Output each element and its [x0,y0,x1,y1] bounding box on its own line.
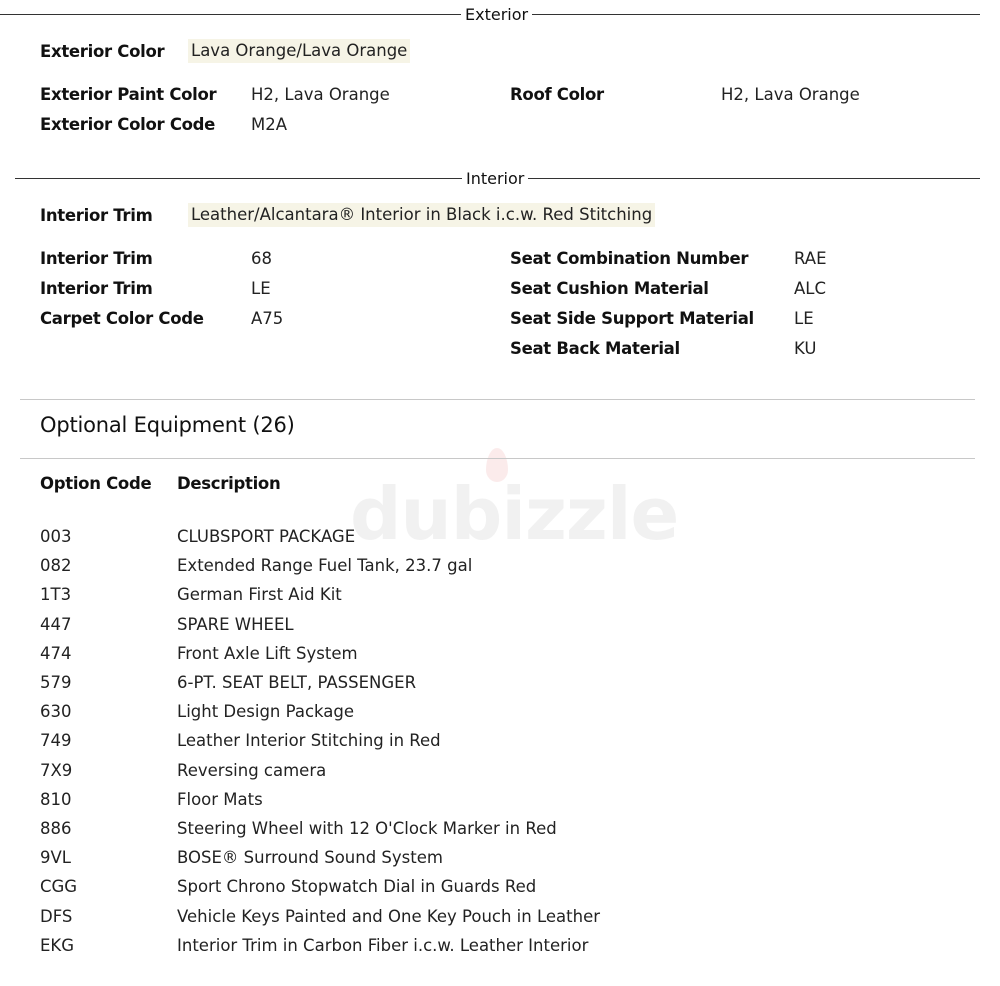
exterior-paint-color-value: H2, Lava Orange [251,85,390,104]
exterior-color-label: Exterior Color [40,42,165,61]
carpet-color-code-value: A75 [251,309,284,328]
equipment-top-divider [20,399,975,400]
option-code-cell: 1T3 [40,585,72,604]
exterior-color-code-value: M2A [251,115,288,134]
option-code-cell: 003 [40,527,72,546]
roof-color-label: Roof Color [510,85,604,104]
option-description-cell: Floor Mats [177,790,263,809]
option-description-cell: Sport Chrono Stopwatch Dial in Guards Red [177,877,537,896]
option-description-cell: BOSE® Surround Sound System [177,848,443,867]
seat-combination-label: Seat Combination Number [510,249,749,268]
option-description-cell: 6-PT. SEAT BELT, PASSENGER [177,673,417,692]
option-code-cell: 082 [40,556,72,575]
interior-trim-label: Interior Trim [40,206,153,225]
option-code-cell: 630 [40,702,72,721]
option-code-cell: CGG [40,877,78,896]
option-description-cell: Light Design Package [177,702,355,721]
interior-trim-code-value: 68 [251,249,272,268]
option-description-cell: Steering Wheel with 12 O'Clock Marker in Red [177,819,557,838]
seat-combination-value: RAE [794,249,827,268]
interior-trim-value: Leather/Alcantara® Interior in Black i.c.w. Red Stitching [188,203,655,227]
option-code-cell: 886 [40,819,72,838]
seat-back-label: Seat Back Material [510,339,680,358]
description-header: Description [177,474,281,493]
option-code-cell: 9VL [40,848,71,867]
seat-cushion-label: Seat Cushion Material [510,279,709,298]
option-description-cell: Extended Range Fuel Tank, 23.7 gal [177,556,473,575]
option-code-header: Option Code [40,474,152,493]
interior-trim-material-label: Interior Trim [40,279,153,298]
exterior-color-code-label: Exterior Color Code [40,115,216,134]
interior-trim-code-label: Interior Trim [40,249,153,268]
seat-cushion-value: ALC [794,279,827,298]
option-description-cell: Leather Interior Stitching in Red [177,731,441,750]
option-code-cell: EKG [40,936,75,955]
option-description-cell: CLUBSPORT PACKAGE [177,527,356,546]
option-code-cell: DFS [40,907,73,926]
option-code-cell: 749 [40,731,72,750]
optional-equipment-title: Optional Equipment (26) [40,413,295,437]
seat-side-support-value: LE [794,309,814,328]
option-code-cell: 447 [40,615,72,634]
seat-back-value: KU [794,339,817,358]
exterior-section-title: Exterior [461,5,532,25]
option-code-cell: 474 [40,644,72,663]
exterior-color-value: Lava Orange/Lava Orange [188,39,410,63]
interior-trim-material-value: LE [251,279,271,298]
exterior-paint-color-label: Exterior Paint Color [40,85,217,104]
equipment-header-divider [20,458,975,459]
option-description-cell: Reversing camera [177,761,327,780]
option-description-cell: Front Axle Lift System [177,644,358,663]
seat-side-support-label: Seat Side Support Material [510,309,754,328]
option-code-cell: 810 [40,790,72,809]
option-description-cell: Vehicle Keys Painted and One Key Pouch in Leather [177,907,600,926]
option-code-cell: 579 [40,673,72,692]
option-description-cell: Interior Trim in Carbon Fiber i.c.w. Leather Interior [177,936,589,955]
interior-section-title: Interior [462,169,528,189]
roof-color-value: H2, Lava Orange [721,85,860,104]
option-code-cell: 7X9 [40,761,73,780]
option-description-cell: German First Aid Kit [177,585,342,604]
option-description-cell: SPARE WHEEL [177,615,294,634]
watermark-logo: dubizzle [350,472,679,556]
carpet-color-code-label: Carpet Color Code [40,309,204,328]
